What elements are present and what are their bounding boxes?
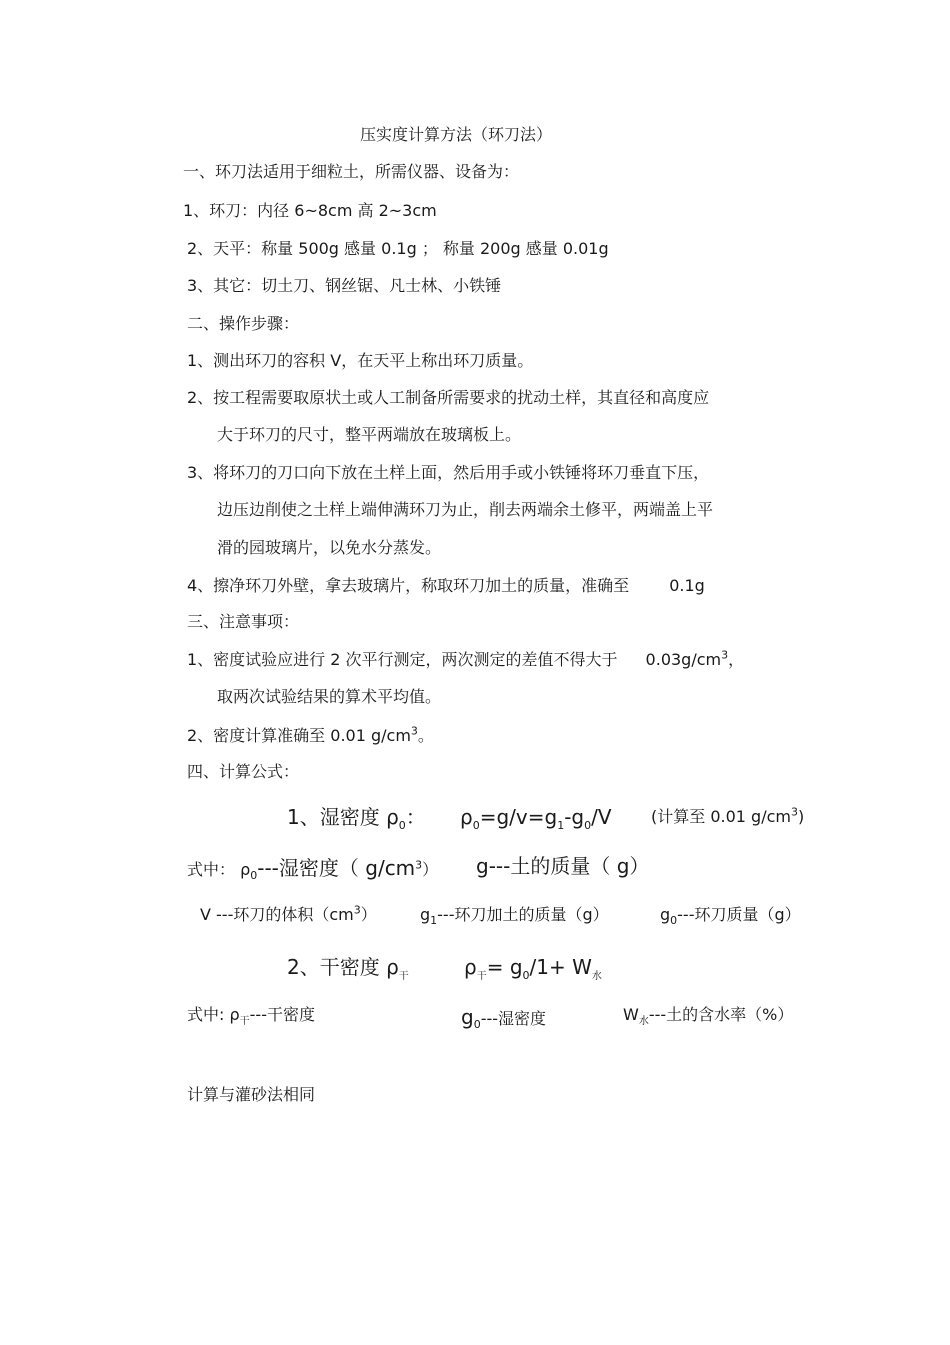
- step-2-line-1: 2、按工程需要取原状土或人工制备所需要求的扰动土样，其直径和高度应: [187, 388, 710, 407]
- note-2: [187, 724, 434, 745]
- step-4-value: 0.1g: [669, 576, 705, 595]
- wet-density-precision-note: [651, 805, 805, 826]
- dry-formula-rho: ρ: [464, 955, 477, 979]
- legend3-rho-desc: ---干密度: [249, 1005, 315, 1024]
- legend3-w: W: [623, 1005, 639, 1024]
- dry-formula-rho-sub: 干: [476, 971, 487, 982]
- wet-density-colon: ：: [405, 805, 426, 829]
- note-1-sup: 3: [721, 648, 729, 662]
- legend2-g1-sub: 1: [430, 914, 438, 928]
- legend2-v-sup: 3: [353, 903, 361, 917]
- legend2-g1: g: [420, 905, 431, 924]
- note-2-sup: 3: [410, 724, 418, 738]
- legend-ring-plus-soil: [420, 905, 609, 928]
- wet-density-label-text: 1、湿密度 ρ: [287, 805, 399, 829]
- section3-heading: 三、注意事项：: [187, 612, 300, 631]
- precision-note-tail: ): [797, 807, 805, 826]
- section1-heading: 一、环刀法适用于细粒土，所需仪器、设备为：: [183, 162, 520, 181]
- precision-note-text: (计算至 0.01 g/cm: [651, 807, 791, 826]
- legend3-g0-sub: 0: [473, 1018, 481, 1032]
- equipment-ring-knife: 1、环刀：内径 6~8cm 高 2~3cm: [183, 201, 437, 220]
- legend2-g0-desc: ---环刀质量（g）: [677, 905, 801, 924]
- wet-density-formula: [460, 805, 612, 832]
- formula-rho-sub: 0: [472, 819, 480, 832]
- dry-formula-w-sub: 水: [591, 971, 602, 982]
- legend2-g1-desc: ---环刀加土的质量（g）: [437, 905, 609, 924]
- note-1-line-2: 取两次试验结果的算术平均值。: [217, 687, 442, 706]
- step-4: [187, 578, 705, 594]
- equipment-other: 3、其它：切土刀、钢丝锯、凡士林、小铁锤: [187, 276, 502, 295]
- note-1-text: 1、密度试验应进行 2 次平行测定，两次测定的差值不得大于: [187, 650, 618, 669]
- legend1-rho-desc: ---湿密度（ g/cm: [257, 856, 416, 880]
- legend1-rho-tail: ）: [422, 860, 439, 879]
- formula-g1-sub: 1: [557, 819, 565, 832]
- dry-density-label-sub: 干: [398, 971, 409, 982]
- legend-ring-mass: [660, 905, 801, 928]
- legend1-prefix: 式中： ρ: [187, 860, 251, 879]
- equipment-balance: 2、天平：称量 500g 感量 0.1g ； 称量 200g 感量 0.01g: [187, 239, 609, 258]
- legend-water-content: [623, 1005, 794, 1028]
- legend3-rho-sub: 干: [239, 1016, 250, 1028]
- step-3-line-3: 滑的园玻璃片，以免水分蒸发。: [217, 538, 442, 557]
- precision-note-sup: 3: [790, 805, 798, 819]
- section4-heading: 四、计算公式：: [187, 762, 300, 781]
- step-2-line-2: 大于环刀的尺寸，整平两端放在玻璃板上。: [217, 425, 522, 444]
- dry-formula-g0-sub: 0: [522, 969, 530, 982]
- note-1-line-1: [187, 648, 745, 669]
- dry-formula-expr: = g: [486, 955, 523, 979]
- footer-note: 计算与灌砂法相同: [187, 1085, 316, 1104]
- legend-volume: [200, 903, 377, 924]
- legend1-rho-sup: 3: [415, 858, 423, 872]
- legend2-g0-sub: 0: [670, 914, 678, 928]
- step-1: 1、测出环刀的容积 V，在天平上称出环刀质量。: [187, 351, 534, 370]
- legend2-g0: g: [660, 905, 671, 924]
- legend1-rho-sub: 0: [250, 869, 258, 883]
- step-4-text: 4、擦净环刀外壁，拿去玻璃片，称取环刀加土的质量，准确至: [187, 576, 630, 595]
- note-2-tail: 。: [417, 726, 434, 745]
- formula-expr-a: =g/v=g: [479, 805, 558, 829]
- dry-density-formula: [464, 955, 602, 982]
- legend-dry-density: [187, 1005, 315, 1028]
- legend3-prefix: 式中: ρ: [187, 1005, 240, 1024]
- formula-rho: ρ: [460, 805, 473, 829]
- legend2-v-tail: ）: [360, 905, 377, 924]
- legend3-g0: g: [461, 1005, 474, 1029]
- legend-soil-mass: g---土的质量（ g）: [476, 854, 650, 878]
- legend-wet-density: [187, 856, 439, 883]
- legend2-v-desc: V ---环刀的体积（cm: [200, 905, 354, 924]
- note-2-text: 2、密度计算准确至 0.01 g/cm: [187, 726, 411, 745]
- dry-formula-expr-tail: /1+ W: [529, 955, 592, 979]
- wet-density-label: [287, 805, 426, 832]
- dry-density-label: [287, 955, 409, 982]
- note-1-value: 0.03g/cm: [645, 650, 722, 669]
- step-3-line-1: 3、将环刀的刀口向下放在土样上面，然后用手或小铁锤将环刀垂直下压，: [187, 463, 710, 482]
- section2-heading: 二、操作步骤：: [187, 314, 300, 333]
- legend3-w-desc: ---土的含水率（%）: [648, 1005, 794, 1024]
- formula-expr-c: /V: [591, 805, 612, 829]
- wet-density-label-sub: 0: [398, 819, 406, 832]
- legend3-w-sub: 水: [638, 1016, 649, 1028]
- legend3-g0-desc: ---湿密度: [480, 1009, 547, 1028]
- formula-g0-sub: 0: [584, 819, 592, 832]
- dry-density-label-text: 2、干密度 ρ: [287, 955, 399, 979]
- legend-g0-wet: [461, 1005, 547, 1032]
- step-3-line-2: 边压边削使之土样上端伸满环刀为止，削去两端余土修平，两端盖上平: [217, 500, 714, 519]
- formula-expr-b: -g: [564, 805, 585, 829]
- note-1-tail: ，: [728, 650, 745, 669]
- document-title: 压实度计算方法（环刀法）: [360, 125, 553, 144]
